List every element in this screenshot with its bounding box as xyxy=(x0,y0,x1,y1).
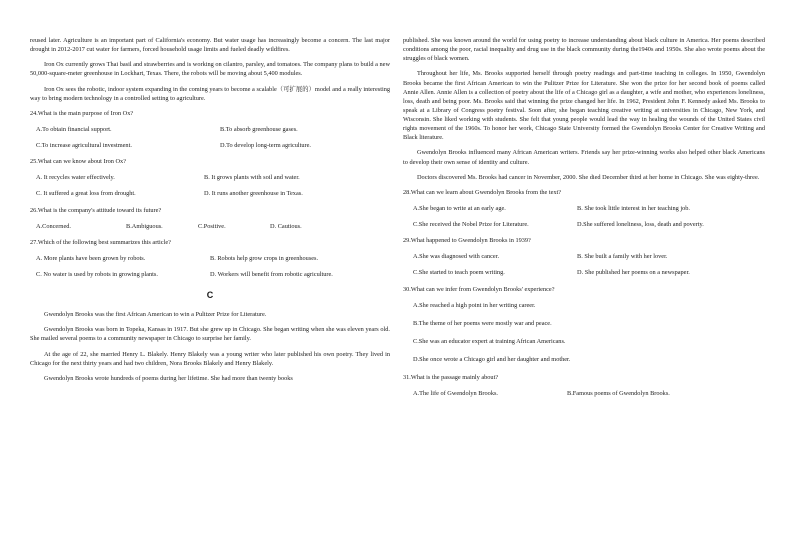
passage-c-paragraph: Throughout her life, Ms. Brooks supported herself through poetry readings and part-time teaching in colleges. In 1950, Gwendolyn Brooks became the first African American to win the Pulitzer Prize for Literature. She won the prize for her second book of poems called Annie Allen. Annie Allen is a collection of poetry about the life of a Chicago girl as a daughter, a wife and mother, who experiences loneliness, loss, death and being poor. Ms. Brooks said that winning the prize changed her life. In 1962, President John F. Kennedy asked Ms. Brooks to speak at a Library of Congress poetry festival. Soon after, she began teaching creative writing at universities in Chicago, New York, and Wisconsin. She liked working with students. She felt that young people would lead the way in healing the wounds of the United States civil rights movement of the 1960s. To honor her work, Chicago State University formed the Gwendolyn Brooks Center for Creative Writing and Black literature. xyxy=(403,70,765,142)
passage-c-paragraph: At the age of 22, she married Henry L. Blakely. Henry Blakely was a young writer who later published his own poetry. They lived in Chicago for the next thirty years and had two children, Nora Brooks Blakely and Henry Blakely. xyxy=(30,350,390,367)
passage-c-paragraph: Gwendolyn Brooks wrote hundreds of poems during her lifetime. She had more than twenty books xyxy=(44,374,293,382)
option-d: D. Workers will benefit from robotic agriculture. xyxy=(210,271,333,278)
option-a: A. It recycles water effectively. xyxy=(36,174,115,182)
passage-c-paragraph: published. She was known around the world for using poetry to increase understanding about black culture in America. Her poems described conditions among the poor, racial inequality and drug use in the black community during the1940s and 1950s. She also wrote poems about the struggles of black women. xyxy=(403,37,765,63)
question-29-options-row xyxy=(403,268,765,277)
option-c: C.Positive. xyxy=(198,222,226,230)
question-28-options-row xyxy=(403,204,765,213)
question-27-options-row xyxy=(30,270,390,279)
passage-b-paragraph: reused later. Agriculture is an important part of California's economy. But water usage has increasingly become a concern. The last major drought in 2012-2017 cut water for farmers, forced household usage limits and fueled deadly wildfires. xyxy=(30,37,390,54)
question-25-options-row xyxy=(30,189,390,198)
option-d: D.She suffered loneliness, loss, death and poverty. xyxy=(577,221,704,228)
question-27: 27.Which of the following best summarizes this article? xyxy=(30,238,171,246)
option-b: B.To absorb greenhouse gases. xyxy=(220,125,298,133)
question-29: 29.What happened to Gwendolyn Brooks in 1939? xyxy=(403,237,531,245)
question-26-options-row xyxy=(30,222,390,231)
question-26: 26.What is the company's attitude toward its future? xyxy=(30,206,162,214)
option-d: D. It runs another greenhouse in Texas. xyxy=(204,190,303,198)
option-a: A.Concerned. xyxy=(36,222,71,230)
question-28: 28.What can we learn about Gwendolyn Brooks from the text? xyxy=(403,188,562,196)
left-column xyxy=(30,36,390,389)
option-b: B. Robots help grow crops in greenhouses. xyxy=(210,254,319,262)
passage-c-paragraph: Gwendolyn Brooks influenced many African American writers. Friends say her prize-winning works also helped other black Americans to develop their own sense of identity and culture. xyxy=(403,149,765,166)
passage-b-paragraph: Iron Ox currently grows Thai basil and strawberries and is working on cilantro, parsley, and tomatoes. The company plans to build a new 50,000-square-meter greenhouse in Lockhart, Texas. There, the robots will be moving about 5,400 modules. xyxy=(30,61,390,78)
option-a: A.The life of Gwendolyn Brooks. xyxy=(413,390,498,398)
question-28-options-row xyxy=(403,220,765,229)
option-a: A.To obtain financial support. xyxy=(36,125,112,133)
option-c: C.She was an educator expert at training African Americans. xyxy=(413,337,566,345)
option-d: D.She once wrote a Chicago girl and her daughter and mother. xyxy=(413,356,571,363)
option-b: B.Famous poems of Gwendolyn Brooks. xyxy=(567,390,670,398)
question-25-options-row xyxy=(30,173,390,182)
option-c: C.She received the Nobel Prize for Literature. xyxy=(413,221,529,228)
option-a: A.She began to write at an early age. xyxy=(413,204,506,212)
question-25: 25.What can we know about Iron Ox? xyxy=(30,158,126,166)
option-c: C. It suffered a great loss from drought. xyxy=(36,190,136,198)
question-24-options-row xyxy=(30,141,390,150)
option-a: A.She was diagnosed with cancer. xyxy=(413,253,500,261)
option-d: D.To develop long-term agriculture. xyxy=(220,142,312,149)
question-27-options-row xyxy=(30,254,390,263)
question-24: 24.What is the main purpose of Iron Ox? xyxy=(30,109,134,117)
option-a: A.She reached a high point in her writing career. xyxy=(413,301,536,309)
option-c: C. No water is used by robots in growing plants. xyxy=(36,271,158,278)
question-30: 30.What can we infer from Gwendolyn Brooks' experience? xyxy=(403,285,555,293)
option-d: D. She published her poems on a newspaper. xyxy=(577,269,690,277)
option-b: B.Ambiguous. xyxy=(126,222,163,230)
section-heading-c: C xyxy=(206,290,214,301)
option-b: B. It grows plants with soil and water. xyxy=(204,174,300,182)
option-c: C.She started to teach poem writing. xyxy=(413,269,505,277)
question-29-options-row xyxy=(403,252,765,261)
option-d: D. Cautious. xyxy=(270,222,302,230)
option-c: C.To increase agricultural investment. xyxy=(36,142,132,149)
option-b: B. She took little interest in her teaching job. xyxy=(577,204,690,212)
question-31: 31.What is the passage mainly about? xyxy=(403,374,499,382)
question-31-options-row xyxy=(403,389,765,398)
option-a: A. More plants have been grown by robots. xyxy=(36,254,146,262)
right-column xyxy=(403,36,765,405)
passage-b-paragraph: Iron Ox sees the robotic, indoor system expanding in the coming years to become a scalable（可扩展的）model and a really interesting way to bring modern technology in a controlled setting to agriculture. xyxy=(30,85,390,102)
passage-c-paragraph: Gwendolyn Brooks was born in Topeka, Kansas in 1917. But she grew up in Chicago. She began writing when she was eleven years old. She mailed several poems to a community newspaper in Chicago to surprise her family. xyxy=(30,326,390,343)
option-b: B.The theme of her poems were mostly war and peace. xyxy=(413,319,552,327)
option-b: B. She built a family with her lover. xyxy=(577,253,668,261)
passage-c-paragraph: Gwendolyn Brooks was the first African American to win a Pulitzer Prize for Literature. xyxy=(44,311,267,319)
passage-c-paragraph: Doctors discovered Ms. Brooks had cancer in November, 2000. She died December third at her home in Chicago. She was eighty-three. xyxy=(417,173,760,181)
question-24-options-row xyxy=(30,125,390,134)
